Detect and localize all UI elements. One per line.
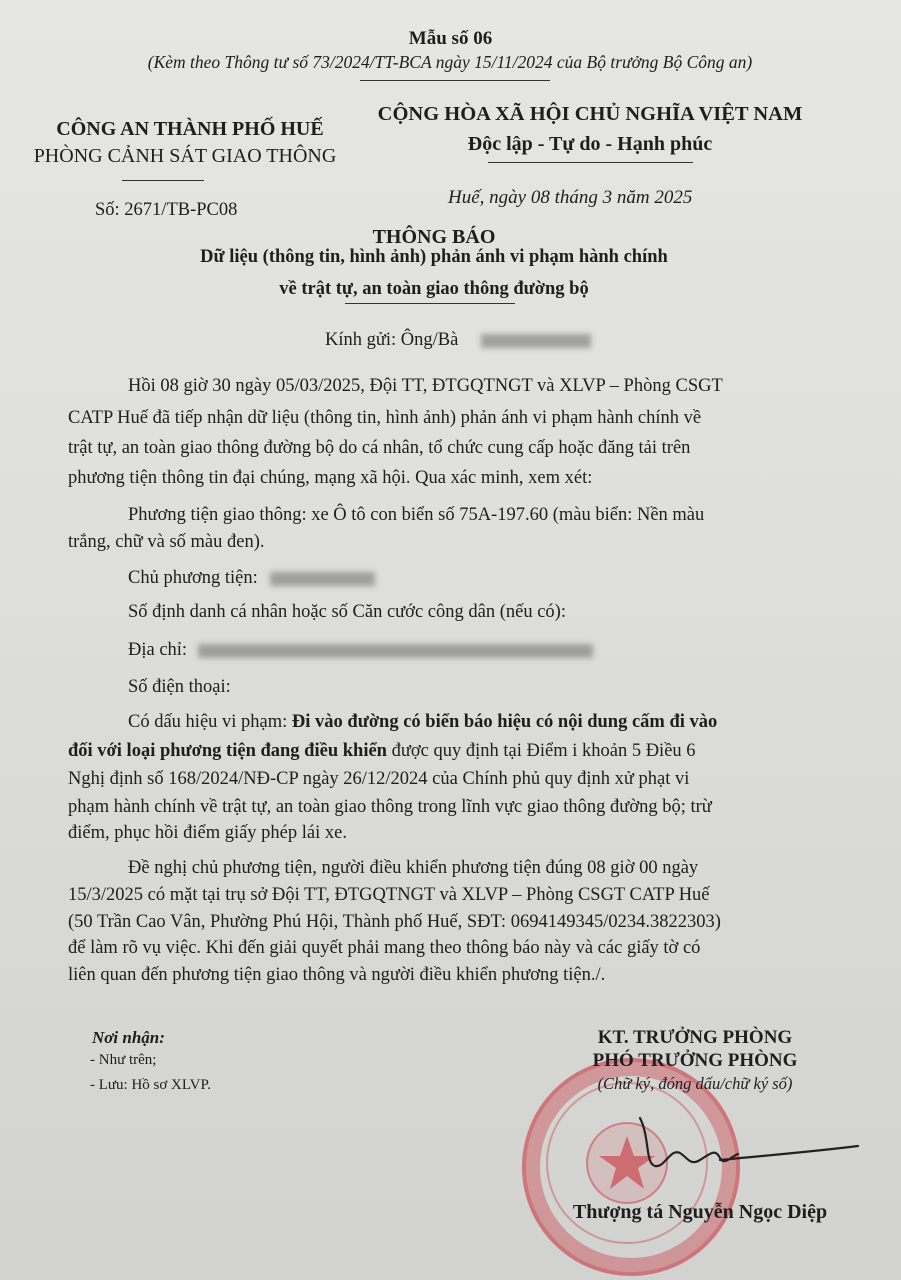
document-date: Huế, ngày 08 tháng 3 năm 2025 — [448, 187, 693, 208]
violation-regulation: được quy định tại Điểm i khoản 5 Điều 6 — [386, 741, 696, 761]
nation-title: CỘNG HÒA XÃ HỘI CHỦ NGHĨA VIỆT NAM — [377, 103, 803, 125]
form-number: Mẫu số 06 — [408, 28, 493, 49]
redacted-address — [198, 644, 593, 658]
violation-line-1 — [128, 712, 717, 733]
redacted-owner-name — [270, 572, 375, 586]
violation-line-4: phạm hành chính về trật tự, an toàn giao thông trong lĩnh vực giao thông đường bộ; trừ — [68, 797, 712, 817]
signer-name: Thượng tá Nguyễn Ngọc Diệp — [572, 1201, 828, 1223]
vehicle-line-2: trắng, chữ và số màu đen). — [68, 532, 265, 552]
violation-line-2 — [68, 741, 696, 762]
handwritten-signature — [620, 1108, 860, 1188]
header-divider — [360, 80, 550, 81]
agency-department: PHÒNG CẢNH SÁT GIAO THÔNG — [33, 145, 337, 167]
address-label: Địa chỉ: — [128, 640, 188, 660]
circular-reference: (Kèm theo Thông tư số 73/2024/TT-BCA ngày 15/11/2024 của Bộ trưởng Bộ Công an) — [147, 52, 753, 72]
redacted-recipient-name — [481, 334, 591, 348]
id-label: Số định danh cá nhân hoặc số Căn cước công dân (nếu có): — [128, 602, 566, 622]
recipient-line — [325, 330, 591, 351]
request-line-4: để làm rõ vụ việc. Khi đến giải quyết phải mang theo thông báo này và các giấy tờ có — [68, 938, 701, 958]
violation-prefix: Có dấu hiệu vi phạm: — [128, 712, 292, 732]
violation-description-2: đối với loại phương tiện đang điều khiển — [68, 741, 387, 761]
recipients-title: Nơi nhận: — [92, 1028, 165, 1047]
document-number: Số: 2671/TB-PC08 — [95, 200, 238, 220]
request-line-2: 15/3/2025 có mặt tại trụ sở Đội TT, ĐTGQTNGT và XLVP – Phòng CSGT CATP Huế — [68, 885, 710, 905]
owner-line — [128, 568, 375, 589]
owner-label: Chủ phương tiện: — [128, 568, 258, 588]
motto-underline — [488, 162, 693, 163]
violation-line-5: điểm, phục hồi điểm giấy phép lái xe. — [68, 823, 347, 843]
request-line-1: Đề nghị chủ phương tiện, người điều khiển phương tiện đúng 08 giờ 00 ngày — [128, 858, 699, 878]
recipients-item-1: - Như trên; — [90, 1052, 157, 1068]
signature-title-2: PHÓ TRƯỞNG PHÒNG — [592, 1050, 798, 1071]
phone-label: Số điện thoại: — [128, 677, 231, 697]
signature-note: (Chữ ký, đóng dấu/chữ ký số) — [597, 1074, 793, 1093]
request-line-5: liên quan đến phương tiện giao thông và người điều khiển phương tiện./. — [68, 965, 606, 985]
violation-line-3: Nghị định số 168/2024/NĐ-CP ngày 26/12/2024 của Chính phủ quy định xử phạt vi — [68, 769, 690, 789]
notice-subtitle-1: Dữ liệu (thông tin, hình ảnh) phản ánh vi phạm hành chính — [200, 247, 668, 267]
vehicle-line-1: Phương tiện giao thông: xe Ô tô con biển số 75A-197.60 (màu biển: Nền màu — [128, 505, 705, 525]
agency-divider — [122, 180, 204, 181]
signature-title-1: KT. TRƯỞNG PHÒNG — [597, 1027, 793, 1048]
violation-description-1: Đi vào đường có biển báo hiệu có nội dung cấm đi vào — [291, 712, 718, 732]
address-line — [128, 640, 593, 661]
agency-name: CÔNG AN THÀNH PHỐ HUẾ — [56, 118, 324, 140]
nation-motto: Độc lập - Tự do - Hạnh phúc — [467, 133, 713, 155]
notice-subtitle-2: về trật tự, an toàn giao thông đường bộ — [279, 279, 589, 299]
recipient-label: Kính gửi: Ông/Bà — [325, 330, 459, 350]
paragraph-1-line-3: trật tự, an toàn giao thông đường bộ do cá nhân, tổ chức cung cấp hoặc đăng tải trên — [68, 438, 691, 458]
title-underline — [345, 303, 515, 304]
notice-title: THÔNG BÁO — [372, 226, 496, 248]
paragraph-1-line-1: Hồi 08 giờ 30 ngày 05/03/2025, Đội TT, ĐTGQTNGT và XLVP – Phòng CSGT — [128, 376, 723, 396]
request-line-3: (50 Trần Cao Vân, Phường Phú Hội, Thành phố Huế, SĐT: 0694149345/0234.3822303) — [68, 912, 721, 932]
paragraph-1-line-2: CATP Huế đã tiếp nhận dữ liệu (thông tin, hình ảnh) phản ánh vi phạm hành chính về — [68, 408, 702, 428]
paragraph-1-line-4: phương tiện thông tin đại chúng, mạng xã hội. Qua xác minh, xem xét: — [68, 468, 593, 488]
recipients-item-2: - Lưu: Hồ sơ XLVP. — [90, 1077, 211, 1093]
